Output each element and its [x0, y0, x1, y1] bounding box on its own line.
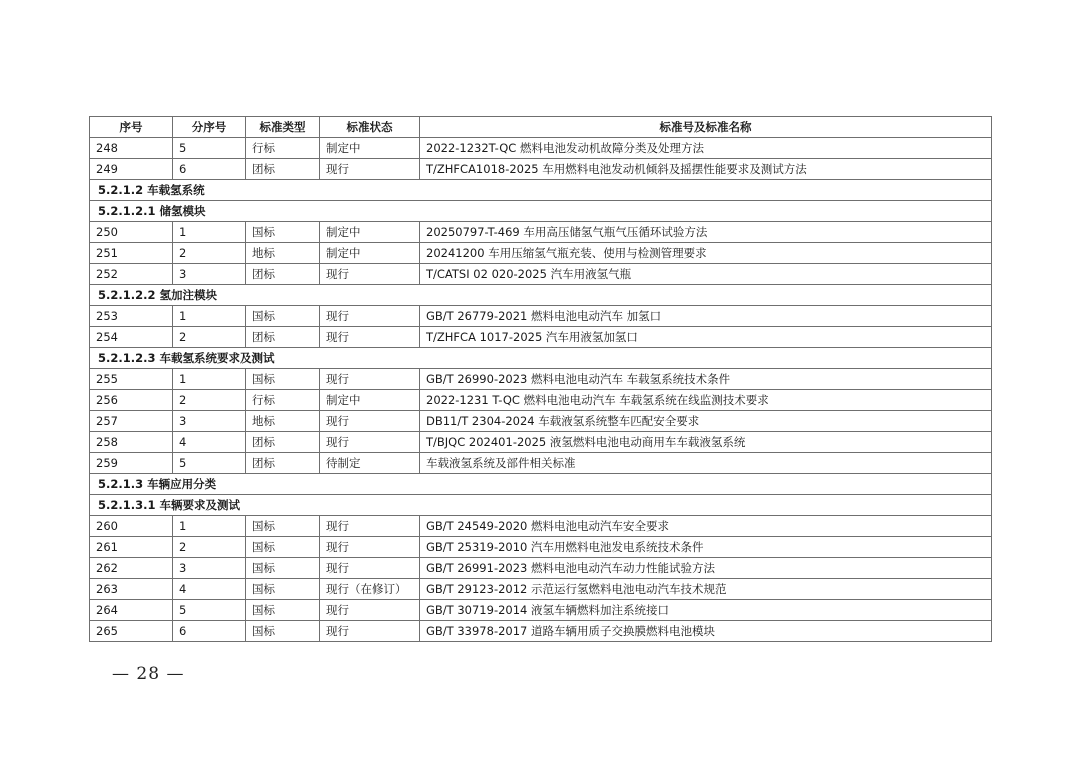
- cell-standard-type: 国标: [246, 579, 320, 600]
- cell-seq-no: 261: [90, 537, 173, 558]
- cell-seq-no: 264: [90, 600, 173, 621]
- cell-sub-no: 4: [173, 432, 246, 453]
- header-standard-type: 标准类型: [246, 117, 320, 138]
- table-row: [90, 411, 992, 432]
- cell-standard-status: 现行: [320, 369, 420, 390]
- cell-standard-name: GB/T 26990-2023 燃料电池电动汽车 车载氢系统技术条件: [420, 369, 992, 390]
- cell-standard-type: 行标: [246, 390, 320, 411]
- table-row: [90, 327, 992, 348]
- standards-table: [89, 116, 992, 642]
- header-row: [90, 117, 992, 138]
- cell-seq-no: 251: [90, 243, 173, 264]
- table-row: [90, 138, 992, 159]
- cell-standard-status: 现行: [320, 516, 420, 537]
- cell-sub-no: 2: [173, 327, 246, 348]
- cell-seq-no: 253: [90, 306, 173, 327]
- section-heading: 5.2.1.2.2 氢加注模块: [90, 285, 992, 306]
- cell-standard-status: 现行: [320, 558, 420, 579]
- cell-standard-status: 制定中: [320, 138, 420, 159]
- table-body: [90, 138, 992, 642]
- cell-seq-no: 255: [90, 369, 173, 390]
- section-heading: 5.2.1.3.1 车辆要求及测试: [90, 495, 992, 516]
- cell-seq-no: 263: [90, 579, 173, 600]
- cell-sub-no: 5: [173, 138, 246, 159]
- cell-standard-name: DB11/T 2304-2024 车载液氢系统整车匹配安全要求: [420, 411, 992, 432]
- cell-seq-no: 258: [90, 432, 173, 453]
- cell-sub-no: 1: [173, 369, 246, 390]
- cell-sub-no: 4: [173, 579, 246, 600]
- cell-standard-name: GB/T 25319-2010 汽车用燃料电池发电系统技术条件: [420, 537, 992, 558]
- cell-seq-no: 265: [90, 621, 173, 642]
- cell-seq-no: 259: [90, 453, 173, 474]
- cell-sub-no: 5: [173, 453, 246, 474]
- table-row: [90, 537, 992, 558]
- cell-standard-name: T/BJQC 202401-2025 液氢燃料电池电动商用车车载液氢系统: [420, 432, 992, 453]
- cell-standard-name: GB/T 30719-2014 液氢车辆燃料加注系统接口: [420, 600, 992, 621]
- cell-standard-name: 20241200 车用压缩氢气瓶充装、使用与检测管理要求: [420, 243, 992, 264]
- cell-standard-status: 现行（在修订）: [320, 579, 420, 600]
- table-row: [90, 432, 992, 453]
- cell-standard-type: 地标: [246, 243, 320, 264]
- section-heading: 5.2.1.2.3 车载氢系统要求及测试: [90, 348, 992, 369]
- cell-seq-no: 252: [90, 264, 173, 285]
- cell-standard-type: 国标: [246, 537, 320, 558]
- cell-standard-name: GB/T 24549-2020 燃料电池电动汽车安全要求: [420, 516, 992, 537]
- cell-sub-no: 1: [173, 222, 246, 243]
- cell-sub-no: 2: [173, 243, 246, 264]
- cell-standard-status: 现行: [320, 264, 420, 285]
- cell-sub-no: 2: [173, 390, 246, 411]
- section-heading-row: [90, 285, 992, 306]
- page-number: — 28 —: [112, 664, 185, 684]
- table-row: [90, 243, 992, 264]
- cell-sub-no: 3: [173, 264, 246, 285]
- cell-standard-status: 待制定: [320, 453, 420, 474]
- cell-standard-type: 国标: [246, 621, 320, 642]
- cell-standard-name: GB/T 26991-2023 燃料电池电动汽车动力性能试验方法: [420, 558, 992, 579]
- section-heading: 5.2.1.2.1 储氢模块: [90, 201, 992, 222]
- cell-sub-no: 3: [173, 558, 246, 579]
- section-heading-row: [90, 201, 992, 222]
- table-header: [90, 117, 992, 138]
- section-heading-row: [90, 474, 992, 495]
- cell-standard-type: 国标: [246, 600, 320, 621]
- cell-standard-name: 2022-1231 T-QC 燃料电池电动汽车 车载氢系统在线监测技术要求: [420, 390, 992, 411]
- cell-seq-no: 260: [90, 516, 173, 537]
- cell-standard-name: 2022-1232T-QC 燃料电池发动机故障分类及处理方法: [420, 138, 992, 159]
- cell-standard-type: 团标: [246, 453, 320, 474]
- cell-standard-status: 现行: [320, 306, 420, 327]
- cell-standard-status: 现行: [320, 621, 420, 642]
- cell-sub-no: 1: [173, 516, 246, 537]
- cell-standard-name: GB/T 33978-2017 道路车辆用质子交换膜燃料电池模块: [420, 621, 992, 642]
- section-heading-row: [90, 348, 992, 369]
- cell-standard-type: 地标: [246, 411, 320, 432]
- header-standard-name: 标准号及标准名称: [420, 117, 992, 138]
- header-sub-no: 分序号: [173, 117, 246, 138]
- cell-standard-name: GB/T 29123-2012 示范运行氢燃料电池电动汽车技术规范: [420, 579, 992, 600]
- cell-sub-no: 1: [173, 306, 246, 327]
- section-heading: 5.2.1.3 车辆应用分类: [90, 474, 992, 495]
- header-standard-status: 标准状态: [320, 117, 420, 138]
- cell-standard-type: 国标: [246, 306, 320, 327]
- cell-standard-name: T/CATSI 02 020-2025 汽车用液氢气瓶: [420, 264, 992, 285]
- cell-standard-status: 现行: [320, 327, 420, 348]
- cell-standard-status: 制定中: [320, 390, 420, 411]
- cell-seq-no: 257: [90, 411, 173, 432]
- table-row: [90, 516, 992, 537]
- cell-standard-status: 现行: [320, 159, 420, 180]
- cell-sub-no: 6: [173, 621, 246, 642]
- cell-seq-no: 248: [90, 138, 173, 159]
- section-heading-row: [90, 180, 992, 201]
- table-row: [90, 579, 992, 600]
- cell-standard-type: 团标: [246, 432, 320, 453]
- section-heading: 5.2.1.2 车载氢系统: [90, 180, 992, 201]
- cell-seq-no: 249: [90, 159, 173, 180]
- cell-standard-type: 国标: [246, 369, 320, 390]
- cell-standard-type: 团标: [246, 327, 320, 348]
- table-row: [90, 222, 992, 243]
- cell-standard-name: T/ZHFCA1018-2025 车用燃料电池发动机倾斜及摇摆性能要求及测试方法: [420, 159, 992, 180]
- cell-standard-status: 现行: [320, 432, 420, 453]
- table-row: [90, 159, 992, 180]
- cell-standard-type: 行标: [246, 138, 320, 159]
- cell-standard-name: GB/T 26779-2021 燃料电池电动汽车 加氢口: [420, 306, 992, 327]
- table-row: [90, 390, 992, 411]
- table-row: [90, 369, 992, 390]
- table-row: [90, 264, 992, 285]
- cell-sub-no: 2: [173, 537, 246, 558]
- cell-sub-no: 6: [173, 159, 246, 180]
- header-seq-no: 序号: [90, 117, 173, 138]
- table-row: [90, 600, 992, 621]
- cell-standard-name: 车载液氢系统及部件相关标准: [420, 453, 992, 474]
- cell-standard-name: 20250797-T-469 车用高压储氢气瓶气压循环试验方法: [420, 222, 992, 243]
- cell-seq-no: 262: [90, 558, 173, 579]
- cell-standard-type: 国标: [246, 222, 320, 243]
- table-row: [90, 621, 992, 642]
- table-row: [90, 558, 992, 579]
- cell-standard-status: 现行: [320, 411, 420, 432]
- cell-seq-no: 250: [90, 222, 173, 243]
- cell-seq-no: 256: [90, 390, 173, 411]
- cell-standard-type: 国标: [246, 516, 320, 537]
- cell-standard-name: T/ZHFCA 1017-2025 汽车用液氢加氢口: [420, 327, 992, 348]
- table-row: [90, 306, 992, 327]
- cell-standard-status: 现行: [320, 600, 420, 621]
- cell-sub-no: 3: [173, 411, 246, 432]
- cell-standard-type: 团标: [246, 159, 320, 180]
- cell-standard-status: 制定中: [320, 243, 420, 264]
- cell-standard-type: 国标: [246, 558, 320, 579]
- cell-standard-type: 团标: [246, 264, 320, 285]
- table-row: [90, 453, 992, 474]
- cell-standard-status: 制定中: [320, 222, 420, 243]
- cell-sub-no: 5: [173, 600, 246, 621]
- cell-seq-no: 254: [90, 327, 173, 348]
- section-heading-row: [90, 495, 992, 516]
- cell-standard-status: 现行: [320, 537, 420, 558]
